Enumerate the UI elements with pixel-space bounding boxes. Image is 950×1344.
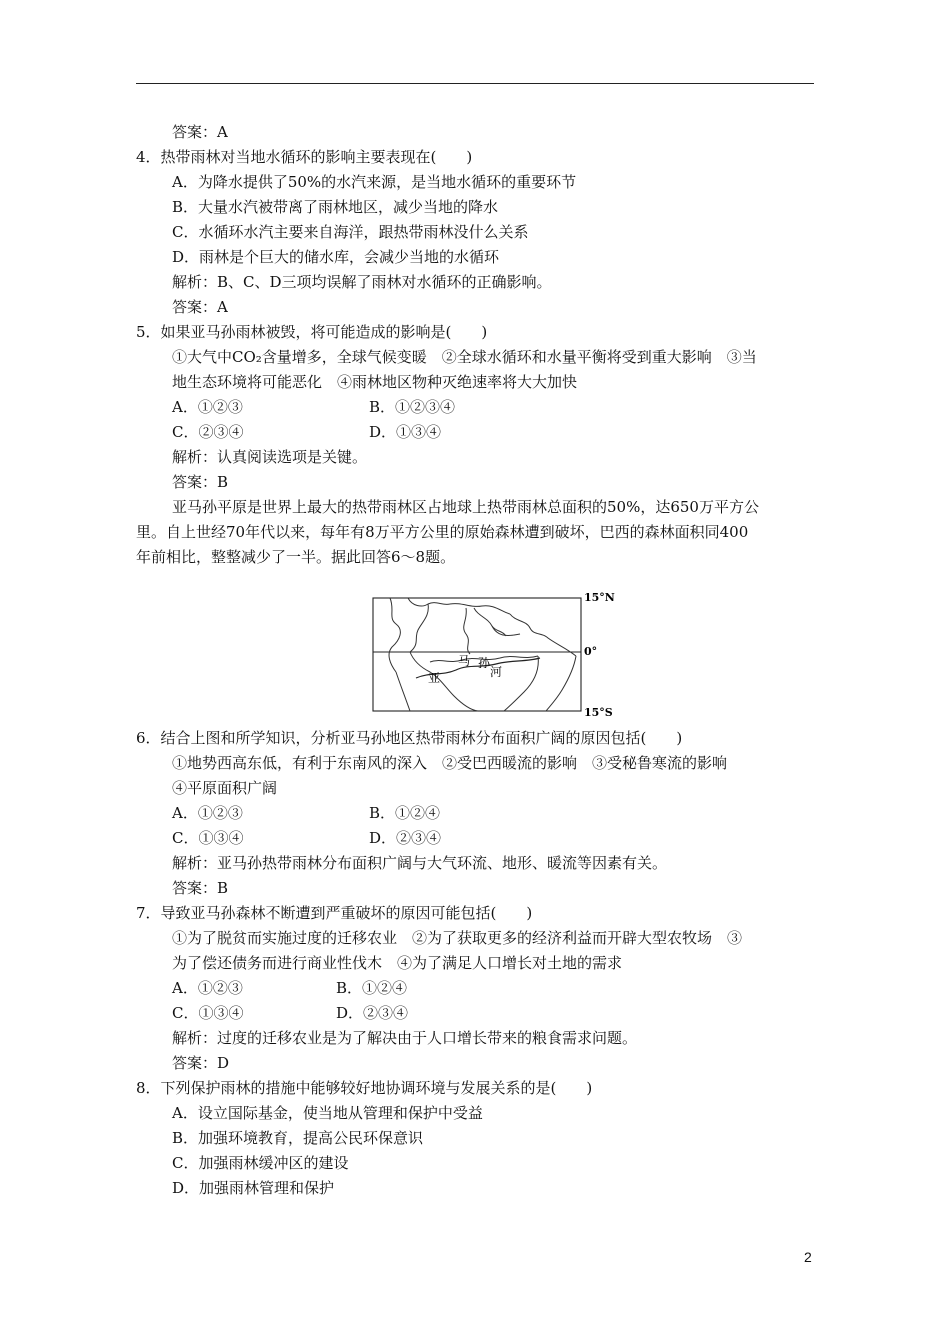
latitude-label-equator: 0°: [584, 645, 598, 658]
text-line: A．①②③: [172, 804, 243, 822]
text-line: 7．导致亚马孙森林不断遭到严重破坏的原因可能包括( ): [136, 904, 533, 922]
text-line: 答案：B: [172, 879, 229, 897]
header-rule: [136, 83, 814, 84]
text-line: C．水循环水汽主要来自海洋，跟热带雨林没什么关系: [172, 223, 529, 241]
text-line: B．加强环境教育，提高公民环保意识: [172, 1129, 424, 1147]
text-line: 5．如果亚马孙雨林被毁，将可能造成的影响是( ): [136, 323, 488, 341]
text-line: 答案：A: [172, 123, 228, 141]
amazon-map-figure: [370, 592, 620, 726]
text-line: C．加强雨林缓冲区的建设: [172, 1154, 349, 1172]
text-line: D．雨林是个巨大的储水库，会减少当地的水循环: [172, 248, 500, 266]
text-line: C．①③④: [172, 1004, 244, 1022]
text-line: 解析：B、C、D三项均误解了雨林对水循环的正确影响。: [172, 273, 552, 291]
text-line: ①为了脱贫而实施过度的迁移农业 ②为了获取更多的经济利益而开辟大型农牧场 ③: [172, 929, 743, 947]
text-line: C．②③④: [172, 423, 244, 441]
option-text: B．①②③④: [369, 398, 456, 416]
river-label-ya: 亚: [428, 671, 441, 685]
latitude-label-15s: 15°S: [584, 706, 613, 719]
text-line: 为了偿还债务而进行商业性伐木 ④为了满足人口增长对土地的需求: [172, 954, 623, 972]
option-text: B．①②④: [369, 804, 441, 822]
text-line: A．①②③: [172, 979, 243, 997]
text-line: ①大气中CO₂含量增多，全球气候变暖 ②全球水循环和水量平衡将受到重大影响 ③当: [172, 348, 757, 366]
text-line: A．为降水提供了50%的水汽来源，是当地水循环的重要环节: [172, 173, 577, 191]
river-label-he: 河: [490, 665, 503, 679]
text-line: 6．结合上图和所学知识，分析亚马孙地区热带雨林分布面积广阔的原因包括( ): [136, 729, 683, 747]
text-line: 解析：亚马孙热带雨林分布面积广阔与大气环流、地形、暖流等因素有关。: [172, 854, 668, 872]
text-line: 解析：过度的迁移农业是为了解决由于人口增长带来的粮食需求问题。: [172, 1029, 638, 1047]
text-line: 4．热带雨林对当地水循环的影响主要表现在( ): [136, 148, 473, 166]
country-borders: [389, 598, 576, 711]
text-line: ④平原面积广阔: [172, 779, 278, 797]
text-line: A．设立国际基金，使当地从管理和保护中受益: [172, 1104, 483, 1122]
text-line: A．①②③: [172, 398, 243, 416]
text-line: 年前相比，整整减少了一半。据此回答6～8题。: [136, 548, 456, 566]
text-line: 答案：B: [172, 473, 229, 491]
text-line: 答案：A: [172, 298, 228, 316]
river-label-sun: 孙: [478, 656, 491, 670]
text-line: 答案：D: [172, 1054, 230, 1072]
option-text: B．①②④: [336, 979, 408, 997]
text-line: 解析：认真阅读选项是关键。: [172, 448, 368, 466]
page-number: 2: [804, 1249, 812, 1265]
text-line: C．①③④: [172, 829, 244, 847]
latitude-label-15n: 15°N: [584, 592, 615, 604]
option-text: D．②③④: [336, 1004, 409, 1022]
text-line: D．加强雨林管理和保护: [172, 1179, 335, 1197]
text-line: 地生态环境将可能恶化 ④雨林地区物种灭绝速率将大大加快: [172, 373, 578, 391]
text-line: ①地势西高东低，有利于东南风的深入 ②受巴西暖流的影响 ③受秘鲁寒流的影响: [172, 754, 728, 772]
text-line: 8．下列保护雨林的措施中能够较好地协调环境与发展关系的是( ): [136, 1079, 593, 1097]
text-line: 亚马孙平原是世界上最大的热带雨林区占地球上热带雨林总面积的50%，达650万平方公: [172, 498, 759, 516]
amazon-map-svg: [370, 592, 620, 722]
option-text: D．①③④: [369, 423, 442, 441]
option-text: D．②③④: [369, 829, 442, 847]
text-line: B．大量水汽被带离了雨林地区，减少当地的降水: [172, 198, 499, 216]
text-line: 里。自上世经70年代以来，每年有8万平方公里的原始森林遭到破坏，巴西的森林面积同400: [136, 523, 749, 541]
river-label-ma: 马: [458, 654, 471, 668]
